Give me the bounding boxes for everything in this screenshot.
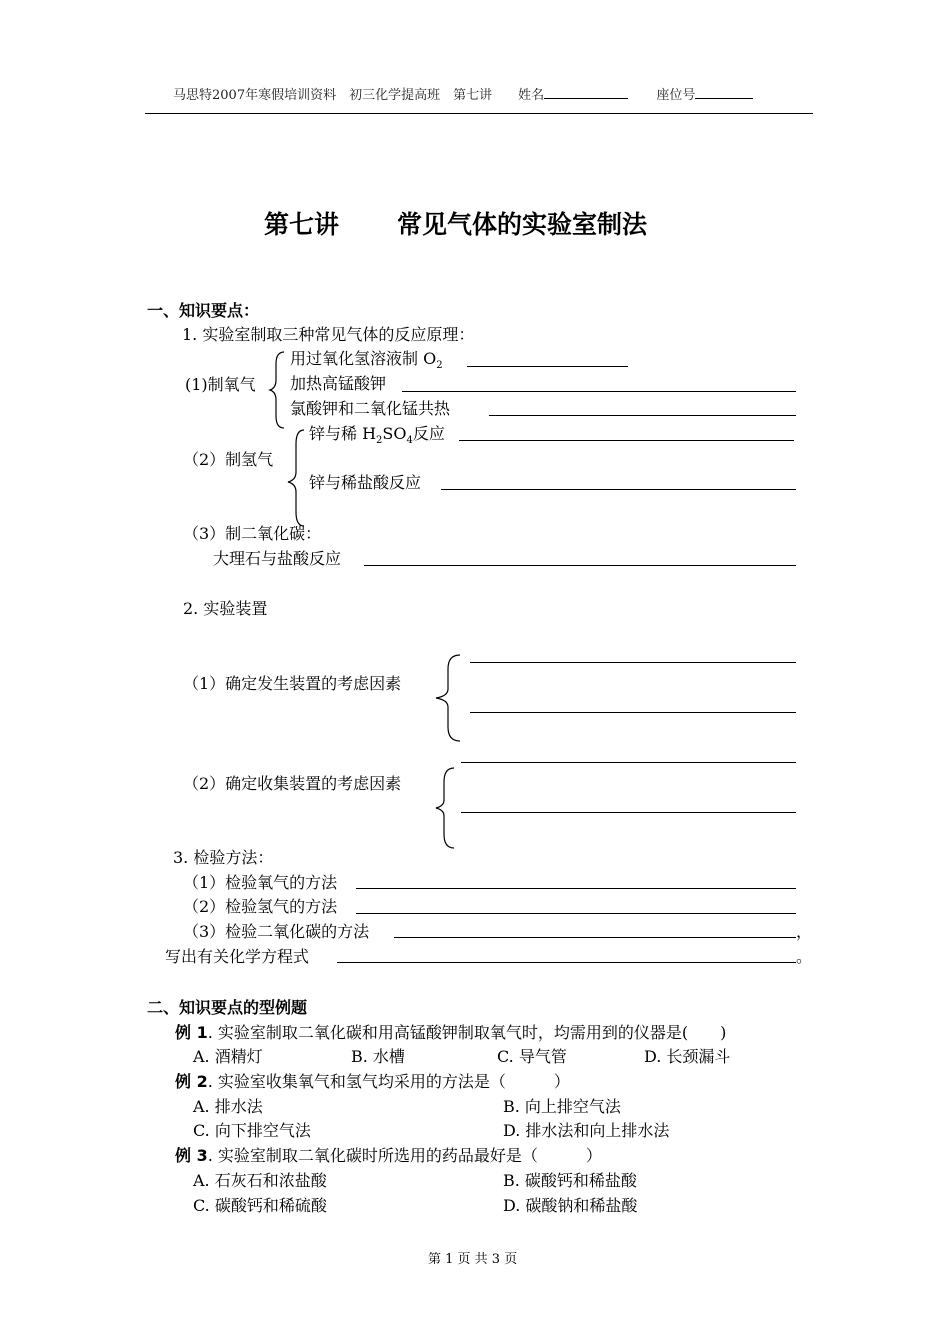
example-1-option-a[interactable]: A. 酒精灯 — [193, 1047, 263, 1066]
example-1-option-c[interactable]: C. 导气管 — [497, 1047, 567, 1066]
example-2-option-b[interactable]: B. 向上排空气法 — [503, 1097, 621, 1116]
example-1-option-d[interactable]: D. 长颈漏斗 — [644, 1047, 731, 1066]
example-1-option-b[interactable]: B. 水槽 — [351, 1047, 405, 1066]
seat-blank — [695, 98, 753, 99]
example-2-question: 例 2. 实验室收集氧气和氢气均采用的方法是（ ） — [175, 1072, 570, 1091]
item3-text: 3. 检验方法： — [173, 848, 274, 867]
example-2-option-a[interactable]: A. 排水法 — [193, 1097, 263, 1116]
example-2-option-c[interactable]: C. 向下排空气法 — [193, 1121, 311, 1140]
oxygen-method-1: 用过氧化氢溶液制 $O_2$ — [290, 349, 443, 372]
oxygen-blank-1 — [467, 366, 628, 367]
test-co2-label: （3）检验二氧化碳的方法 — [183, 922, 370, 941]
co2-label: （3）制二氧化碳： — [183, 524, 322, 543]
page-title — [264, 205, 647, 241]
oxygen-method-2: 加热高锰酸钾 — [290, 374, 387, 393]
test-o2-blank — [356, 888, 796, 889]
oxygen-method-3: 氯酸钾和二氧化锰共热 — [290, 399, 451, 418]
equation-blank — [337, 962, 796, 963]
hydrogen-blank-2 — [441, 489, 796, 490]
oxygen-blank-2 — [402, 391, 796, 392]
hydrogen-blank-1 — [459, 440, 794, 441]
hydrogen-brace — [284, 428, 308, 528]
example-3-question: 例 3. 实验室制取二氧化碳时所选用的药品最好是（ ） — [175, 1146, 602, 1165]
gen-device-blank-2 — [470, 712, 796, 713]
example-2-option-d[interactable]: D. 排水法和向上排水法 — [503, 1121, 670, 1140]
example-3-option-c[interactable]: C. 碳酸钙和稀硫酸 — [193, 1196, 327, 1215]
section1-heading: 一、知识要点： — [147, 301, 260, 320]
header-rule — [145, 113, 813, 114]
collect-device-blank-1 — [461, 762, 796, 763]
gen-device-label: （1）确定发生装置的考虑因素 — [183, 674, 402, 693]
example-3-option-a[interactable]: A. 石灰石和浓盐酸 — [193, 1171, 327, 1190]
example-1-question: 例 1. 实验室制取二氧化碳和用高锰酸钾制取氧气时，均需用到的仪器是( ) — [175, 1023, 727, 1042]
collect-device-brace — [432, 766, 458, 850]
equation-label: 写出有关化学方程式 — [165, 947, 310, 966]
comma-mark: ， — [796, 922, 813, 941]
example-3-option-d[interactable]: D. 碳酸钠和稀盐酸 — [503, 1196, 638, 1215]
item1-text: 1. 实验室制取三种常见气体的反应原理： — [182, 325, 475, 344]
test-h2-blank — [356, 913, 796, 914]
header-text: 马思特2007年寒假培训资料 初三化学提高班 第七讲 姓名 座位号 — [173, 84, 753, 103]
gen-device-blank-1 — [470, 662, 796, 663]
title-lecture: 第七讲 — [264, 210, 340, 239]
seat-label: 座位号 — [656, 88, 696, 103]
example-3-option-b[interactable]: B. 碳酸钙和稀盐酸 — [503, 1171, 637, 1190]
name-blank — [544, 98, 628, 99]
period-mark: 。 — [796, 947, 813, 966]
page-number: 第 1 页 共 3 页 — [428, 1252, 518, 1267]
oxygen-label: (1)制氧气 — [185, 375, 256, 394]
test-co2-blank — [394, 937, 796, 938]
hydrogen-method-2: 锌与稀盐酸反应 — [309, 473, 422, 492]
gen-device-brace — [432, 653, 462, 743]
oxygen-blank-3 — [489, 415, 796, 416]
collect-device-label: （2）确定收集装置的考虑因素 — [183, 774, 402, 793]
test-o2-label: （1）检验氧气的方法 — [183, 873, 338, 892]
co2-blank — [364, 565, 796, 566]
co2-method: 大理石与盐酸反应 — [213, 549, 342, 568]
section2-heading: 二、知识要点的型例题 — [147, 998, 308, 1017]
hydrogen-label: （2）制氢气 — [183, 450, 274, 469]
title-topic: 常见气体的实验室制法 — [397, 210, 648, 239]
oxygen-brace — [268, 350, 288, 430]
test-h2-label: （2）检验氢气的方法 — [183, 897, 338, 916]
item2-text: 2. 实验装置 — [183, 599, 268, 618]
hydrogen-method-1: 锌与稀 $H_2SO_4$反应 — [309, 424, 445, 447]
collect-device-blank-2 — [461, 812, 796, 813]
